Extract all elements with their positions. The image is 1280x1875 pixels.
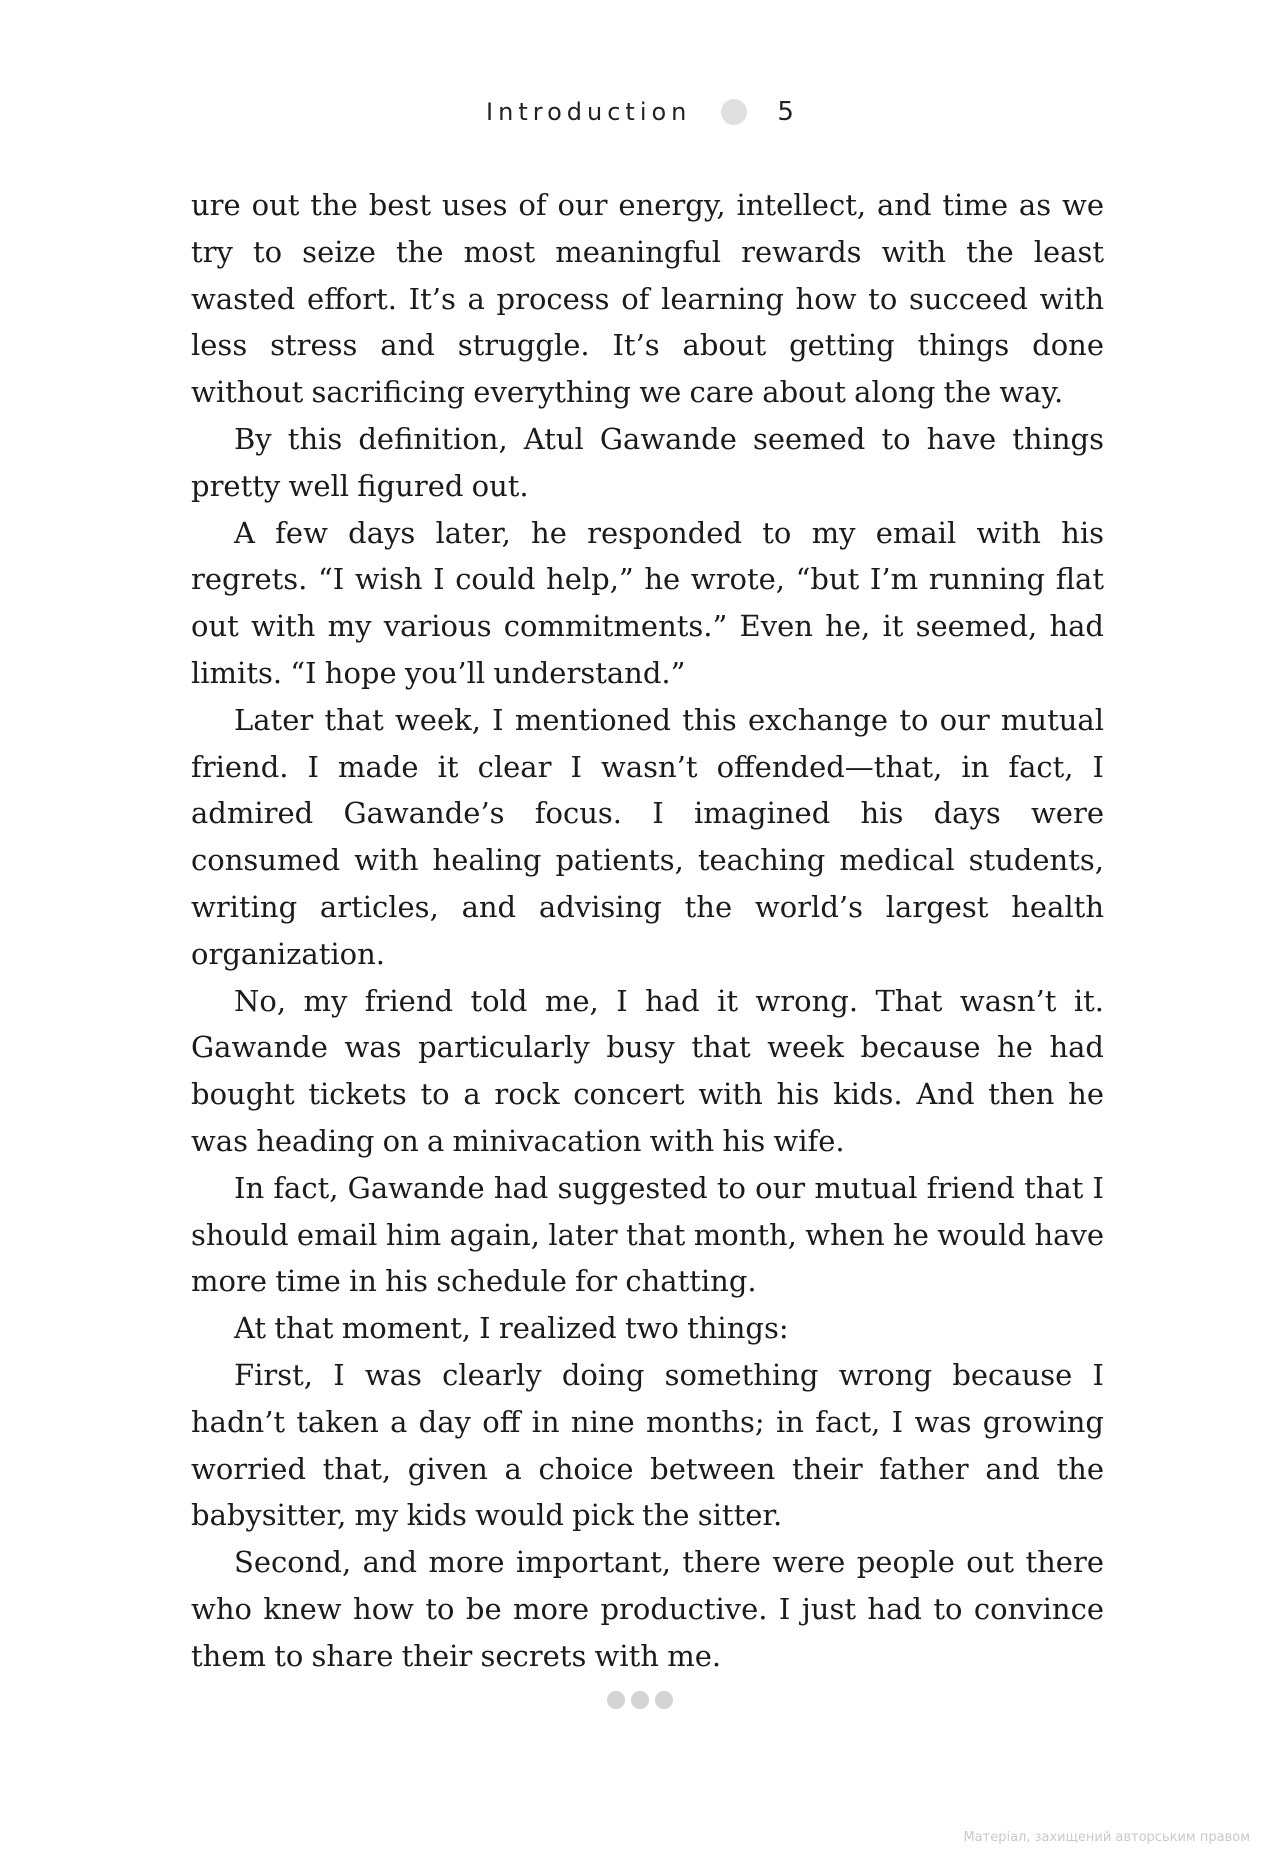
paragraph: Second, and more important, there were people out there who knew how to be more productive. I just had to convince them to share their secrets with me. <box>191 1545 1104 1673</box>
paragraph: By this definition, Atul Gawande seemed to have things pretty well figured out. <box>191 421 1104 503</box>
paragraph: No, my friend told me, I had it wrong. That wasn’t it. Gawande was particularly busy that week because he had bought tickets to a rock concert with his kids. And then he was heading on a minivacation with his wife. <box>191 983 1104 1158</box>
paragraph: A few days later, he responded to my email with his regrets. “I wish I could help,” he wrote, “but I’m running flat out with my various commitments.” Even he, it seemed, had limits. “I hope you’ll understand.” <box>191 515 1104 690</box>
running-head <box>0 92 1280 132</box>
ornament-dot-icon <box>655 1691 673 1709</box>
paragraph-continued: ure out the best uses of our energy, intellect, and time as we try to seize the most meaningful rewards with the least wasted effort. It’s a process of learning how to succeed with less stress and struggle. It’s about getting things done without sacrificing everything we care about along the way. <box>191 188 1104 410</box>
paragraph: At that moment, I realized two things: <box>234 1311 789 1346</box>
ornament-dot-icon <box>631 1691 649 1709</box>
copyright-watermark: Матеріал, захищений авторським правом <box>963 1830 1250 1845</box>
ornament-dot-icon <box>607 1691 625 1709</box>
section-title: Introduction <box>486 98 692 126</box>
body-text <box>191 182 1104 1680</box>
paragraph: In fact, Gawande had suggested to our mutual friend that I should email him again, later that month, when he would have more time in his schedule for chatting. <box>191 1170 1104 1299</box>
paragraph: First, I was clearly doing something wrong because I hadn’t taken a day off in nine months; in fact, I was growing worried that, given a choice between their father and the babysitter, my kids would pick the sitter. <box>191 1357 1104 1533</box>
page-number: 5 <box>777 97 794 127</box>
header-dot-icon <box>721 99 747 125</box>
section-break-ornament <box>0 1691 1280 1709</box>
paragraph: Later that week, I mentioned this exchange to our mutual friend. I made it clear I wasn’t offended—that, in fact, I admired Gawande’s focus. I imagined his days were consumed with healing patients, teaching medical students, writing articles, and advising the world’s largest health organization. <box>191 702 1104 971</box>
